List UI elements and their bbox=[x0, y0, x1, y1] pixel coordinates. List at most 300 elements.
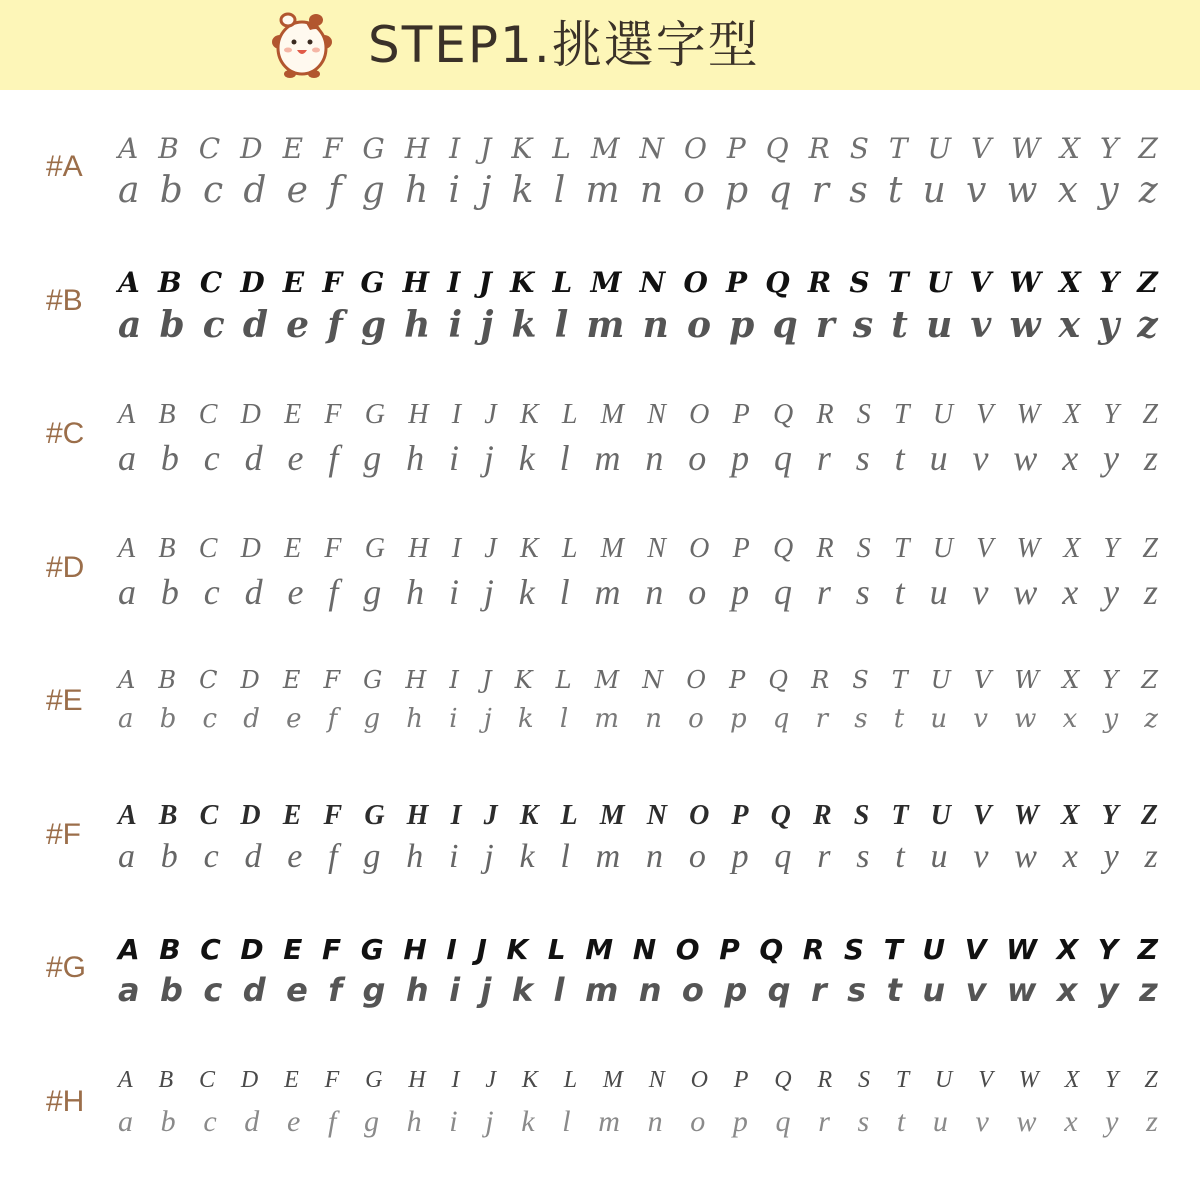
lowercase-glyph: p bbox=[731, 837, 749, 875]
lowercase-glyph: c bbox=[202, 170, 224, 211]
uppercase-glyph: N bbox=[648, 1066, 665, 1093]
uppercase-glyph: J bbox=[478, 265, 492, 299]
uppercase-glyph: B bbox=[158, 399, 176, 430]
lowercase-glyph: o bbox=[686, 303, 711, 346]
uppercase-glyph: R bbox=[802, 933, 825, 966]
uppercase-glyph: Y bbox=[1105, 1066, 1119, 1093]
uppercase-glyph: T bbox=[895, 1066, 910, 1093]
lowercase-glyph: v bbox=[972, 438, 989, 478]
uppercase-glyph: L bbox=[552, 132, 571, 165]
font-option-label: #B bbox=[46, 283, 83, 317]
lowercase-glyph: e bbox=[287, 438, 304, 478]
lowercase-glyph: n bbox=[638, 971, 662, 1009]
lowercase-glyph: c bbox=[203, 1104, 217, 1138]
uppercase-sample bbox=[118, 666, 1158, 694]
lowercase-glyph: z bbox=[1143, 438, 1158, 478]
lowercase-glyph: i bbox=[448, 438, 459, 478]
uppercase-glyph: Y bbox=[1101, 799, 1119, 831]
uppercase-glyph: Z bbox=[1137, 933, 1158, 966]
uppercase-glyph: N bbox=[647, 532, 666, 564]
lowercase-glyph: z bbox=[1139, 971, 1158, 1009]
uppercase-glyph: P bbox=[731, 799, 749, 831]
uppercase-glyph: E bbox=[282, 666, 301, 694]
uppercase-glyph: C bbox=[200, 933, 221, 966]
uppercase-glyph: I bbox=[446, 933, 457, 966]
uppercase-glyph: V bbox=[971, 132, 992, 165]
uppercase-glyph: Z bbox=[1144, 1066, 1158, 1093]
lowercase-glyph: m bbox=[584, 971, 619, 1009]
lowercase-glyph: d bbox=[244, 837, 262, 875]
uppercase-glyph: F bbox=[324, 399, 342, 430]
uppercase-glyph: J bbox=[485, 1066, 496, 1093]
lowercase-glyph: p bbox=[732, 1104, 748, 1138]
lowercase-glyph: r bbox=[816, 571, 831, 612]
hamster-mascot-icon bbox=[266, 8, 338, 80]
uppercase-glyph: O bbox=[689, 399, 710, 430]
lowercase-glyph: p bbox=[731, 571, 750, 612]
lowercase-glyph: o bbox=[681, 971, 704, 1009]
lowercase-glyph: v bbox=[970, 303, 992, 346]
uppercase-glyph: T bbox=[894, 399, 910, 430]
lowercase-glyph: m bbox=[594, 704, 620, 734]
uppercase-glyph: V bbox=[973, 799, 992, 831]
lowercase-sample bbox=[118, 437, 1158, 479]
uppercase-glyph: P bbox=[719, 933, 740, 966]
uppercase-glyph: X bbox=[1056, 933, 1079, 966]
uppercase-glyph: H bbox=[402, 265, 430, 299]
uppercase-glyph: K bbox=[519, 799, 539, 831]
lowercase-glyph: y bbox=[1097, 971, 1119, 1009]
lowercase-glyph: f bbox=[327, 704, 338, 734]
lowercase-glyph: j bbox=[483, 438, 494, 478]
lowercase-glyph: j bbox=[485, 1104, 494, 1138]
lowercase-glyph: w bbox=[1006, 170, 1038, 211]
lowercase-glyph: u bbox=[930, 837, 948, 875]
lowercase-glyph: d bbox=[243, 170, 267, 211]
uppercase-glyph: E bbox=[284, 532, 302, 564]
uppercase-glyph: I bbox=[450, 799, 462, 831]
lowercase-glyph: k bbox=[511, 971, 534, 1009]
lowercase-glyph: i bbox=[448, 170, 460, 211]
uppercase-glyph: B bbox=[158, 532, 176, 564]
uppercase-glyph: G bbox=[362, 132, 385, 165]
lowercase-glyph: v bbox=[975, 1104, 989, 1138]
lowercase-glyph: o bbox=[688, 571, 707, 612]
lowercase-sample bbox=[118, 170, 1158, 211]
uppercase-glyph: W bbox=[1016, 532, 1040, 564]
lowercase-glyph: z bbox=[1144, 837, 1158, 875]
lowercase-glyph: l bbox=[559, 438, 570, 478]
uppercase-glyph: D bbox=[240, 132, 263, 165]
lowercase-glyph: x bbox=[1062, 571, 1079, 612]
lowercase-glyph: c bbox=[203, 971, 223, 1009]
lowercase-glyph: j bbox=[483, 704, 492, 734]
lowercase-glyph: u bbox=[922, 170, 946, 211]
uppercase-glyph: J bbox=[481, 666, 492, 694]
lowercase-glyph: r bbox=[817, 837, 831, 875]
lowercase-glyph: r bbox=[811, 170, 829, 211]
uppercase-glyph: N bbox=[639, 265, 666, 299]
uppercase-glyph: O bbox=[689, 532, 710, 564]
lowercase-glyph: p bbox=[729, 303, 755, 346]
uppercase-glyph: P bbox=[726, 265, 748, 299]
uppercase-glyph: A bbox=[118, 933, 140, 966]
lowercase-glyph: a bbox=[118, 971, 140, 1009]
uppercase-glyph: P bbox=[729, 666, 746, 694]
lowercase-glyph: m bbox=[594, 438, 621, 478]
lowercase-sample bbox=[118, 1105, 1158, 1139]
font-option-row[interactable] bbox=[0, 933, 1200, 1053]
uppercase-glyph: A bbox=[118, 799, 137, 831]
font-option-row[interactable] bbox=[0, 666, 1200, 786]
uppercase-glyph: F bbox=[322, 933, 342, 966]
lowercase-glyph: e bbox=[286, 170, 308, 211]
lowercase-glyph: b bbox=[160, 438, 179, 478]
lowercase-glyph: q bbox=[774, 837, 792, 875]
uppercase-glyph: C bbox=[199, 265, 223, 299]
lowercase-glyph: h bbox=[406, 571, 425, 612]
uppercase-glyph: T bbox=[887, 265, 909, 299]
lowercase-glyph: q bbox=[772, 704, 790, 734]
uppercase-glyph: J bbox=[484, 399, 497, 430]
uppercase-glyph: C bbox=[199, 666, 218, 694]
uppercase-glyph: E bbox=[283, 933, 303, 966]
lowercase-glyph: d bbox=[242, 303, 269, 346]
uppercase-glyph: Q bbox=[765, 265, 790, 299]
lowercase-glyph: q bbox=[768, 170, 792, 211]
font-option-label: #D bbox=[46, 550, 85, 584]
lowercase-glyph: y bbox=[1103, 837, 1119, 875]
lowercase-glyph: k bbox=[518, 571, 535, 612]
uppercase-glyph: A bbox=[118, 265, 140, 299]
lowercase-glyph: a bbox=[118, 571, 136, 612]
uppercase-glyph: L bbox=[555, 666, 572, 694]
uppercase-glyph: H bbox=[408, 1066, 426, 1093]
lowercase-glyph: s bbox=[854, 704, 868, 734]
uppercase-glyph: I bbox=[451, 1066, 460, 1093]
lowercase-glyph: m bbox=[585, 170, 620, 211]
font-option-label: #H bbox=[46, 1084, 85, 1118]
uppercase-glyph: J bbox=[484, 532, 497, 564]
font-option-row[interactable] bbox=[0, 266, 1200, 386]
uppercase-glyph: N bbox=[632, 933, 657, 966]
uppercase-glyph: R bbox=[807, 265, 832, 299]
lowercase-glyph: n bbox=[645, 438, 664, 478]
lowercase-glyph: g bbox=[361, 170, 385, 211]
uppercase-glyph: Z bbox=[1141, 666, 1158, 694]
lowercase-glyph: w bbox=[1014, 704, 1037, 734]
lowercase-glyph: p bbox=[729, 704, 747, 734]
uppercase-glyph: O bbox=[683, 265, 708, 299]
lowercase-glyph: g bbox=[363, 571, 382, 612]
lowercase-glyph: t bbox=[893, 704, 905, 734]
lowercase-glyph: g bbox=[363, 837, 381, 875]
uppercase-glyph: O bbox=[683, 132, 707, 165]
lowercase-glyph: u bbox=[929, 438, 948, 478]
uppercase-glyph: Q bbox=[772, 399, 794, 430]
lowercase-glyph: v bbox=[966, 170, 987, 211]
uppercase-glyph: D bbox=[240, 532, 261, 564]
uppercase-glyph: T bbox=[894, 532, 910, 564]
uppercase-glyph: L bbox=[563, 1066, 578, 1093]
uppercase-glyph: N bbox=[647, 399, 666, 430]
lowercase-glyph: u bbox=[922, 971, 946, 1009]
lowercase-glyph: b bbox=[160, 837, 178, 875]
lowercase-glyph: k bbox=[517, 704, 534, 734]
lowercase-glyph: n bbox=[645, 704, 662, 734]
lowercase-glyph: m bbox=[595, 837, 621, 875]
uppercase-glyph: Q bbox=[765, 132, 789, 165]
lowercase-glyph: t bbox=[891, 303, 908, 346]
uppercase-glyph: G bbox=[360, 933, 384, 966]
lowercase-glyph: v bbox=[972, 571, 989, 612]
uppercase-glyph: S bbox=[849, 132, 869, 165]
uppercase-glyph: K bbox=[506, 933, 529, 966]
lowercase-glyph: e bbox=[286, 704, 302, 734]
lowercase-sample bbox=[118, 304, 1158, 346]
lowercase-glyph: o bbox=[688, 837, 706, 875]
lowercase-glyph: y bbox=[1103, 571, 1120, 612]
uppercase-glyph: U bbox=[930, 666, 952, 694]
lowercase-glyph: k bbox=[521, 1104, 535, 1138]
uppercase-glyph: M bbox=[599, 799, 625, 831]
lowercase-glyph: z bbox=[1144, 704, 1158, 734]
lowercase-glyph: n bbox=[646, 837, 664, 875]
font-option-row[interactable] bbox=[0, 1067, 1200, 1187]
uppercase-sample bbox=[118, 933, 1158, 966]
font-option-label: #G bbox=[46, 951, 87, 984]
uppercase-glyph: R bbox=[817, 1066, 833, 1093]
lowercase-glyph: a bbox=[118, 704, 134, 734]
uppercase-glyph: B bbox=[159, 933, 181, 966]
lowercase-sample bbox=[118, 838, 1158, 876]
lowercase-glyph: i bbox=[449, 971, 461, 1009]
lowercase-glyph: w bbox=[1009, 303, 1041, 346]
uppercase-glyph: H bbox=[404, 132, 430, 165]
lowercase-glyph: g bbox=[363, 704, 381, 734]
lowercase-glyph: y bbox=[1105, 1104, 1119, 1138]
uppercase-sample bbox=[118, 1067, 1158, 1094]
uppercase-glyph: Y bbox=[1103, 532, 1120, 564]
lowercase-glyph: m bbox=[594, 571, 621, 612]
lowercase-glyph: e bbox=[286, 1104, 301, 1138]
lowercase-glyph: n bbox=[645, 571, 664, 612]
uppercase-glyph: Z bbox=[1140, 799, 1158, 831]
lowercase-glyph: s bbox=[856, 837, 870, 875]
uppercase-glyph: H bbox=[405, 666, 427, 694]
lowercase-glyph: o bbox=[688, 704, 704, 734]
uppercase-glyph: S bbox=[849, 265, 870, 299]
uppercase-glyph: X bbox=[1059, 265, 1081, 299]
lowercase-glyph: e bbox=[286, 971, 308, 1009]
uppercase-glyph: K bbox=[511, 132, 533, 165]
uppercase-glyph: Y bbox=[1099, 132, 1119, 165]
lowercase-glyph: u bbox=[930, 704, 948, 734]
uppercase-glyph: P bbox=[726, 132, 746, 165]
uppercase-glyph: C bbox=[198, 399, 218, 430]
lowercase-glyph: k bbox=[518, 438, 535, 478]
uppercase-glyph: L bbox=[552, 265, 573, 299]
uppercase-glyph: D bbox=[240, 799, 261, 831]
uppercase-glyph: D bbox=[240, 1066, 259, 1093]
page-title: STEP1.挑選字型 bbox=[368, 16, 760, 74]
lowercase-glyph: x bbox=[1062, 837, 1078, 875]
uppercase-glyph: F bbox=[324, 532, 342, 564]
lowercase-glyph: a bbox=[118, 438, 136, 478]
lowercase-glyph: p bbox=[731, 438, 750, 478]
uppercase-glyph: L bbox=[560, 799, 578, 831]
lowercase-glyph: a bbox=[118, 303, 142, 346]
uppercase-glyph: R bbox=[812, 799, 832, 831]
uppercase-glyph: D bbox=[240, 265, 265, 299]
uppercase-glyph: B bbox=[158, 1066, 174, 1093]
lowercase-glyph: n bbox=[642, 303, 669, 346]
uppercase-glyph: B bbox=[158, 132, 179, 165]
lowercase-glyph: b bbox=[160, 571, 179, 612]
lowercase-glyph: q bbox=[774, 571, 793, 612]
lowercase-glyph: s bbox=[852, 303, 874, 346]
uppercase-glyph: Z bbox=[1142, 532, 1158, 564]
lowercase-glyph: d bbox=[243, 704, 260, 734]
lowercase-glyph: k bbox=[511, 170, 534, 211]
uppercase-glyph: O bbox=[675, 933, 700, 966]
uppercase-glyph: F bbox=[324, 1066, 340, 1093]
font-option-row[interactable] bbox=[0, 800, 1200, 920]
uppercase-glyph: Q bbox=[774, 1066, 792, 1093]
uppercase-glyph: J bbox=[480, 132, 492, 165]
font-option-row[interactable] bbox=[0, 533, 1200, 653]
uppercase-glyph: P bbox=[733, 1066, 749, 1093]
lowercase-glyph: x bbox=[1057, 170, 1078, 211]
uppercase-glyph: L bbox=[561, 399, 578, 430]
uppercase-glyph: C bbox=[198, 132, 221, 165]
lowercase-glyph: v bbox=[973, 704, 988, 734]
uppercase-glyph: A bbox=[118, 399, 136, 430]
uppercase-glyph: I bbox=[447, 265, 461, 299]
lowercase-glyph: e bbox=[287, 837, 303, 875]
font-option-row[interactable] bbox=[0, 399, 1200, 519]
uppercase-glyph: E bbox=[282, 132, 304, 165]
font-option-label: #F bbox=[46, 817, 82, 851]
uppercase-glyph: F bbox=[323, 132, 343, 165]
uppercase-glyph: K bbox=[521, 1066, 538, 1093]
lowercase-glyph: i bbox=[449, 837, 459, 875]
uppercase-glyph: N bbox=[646, 799, 667, 831]
uppercase-glyph: S bbox=[856, 399, 871, 430]
uppercase-glyph: I bbox=[449, 666, 459, 694]
lowercase-glyph: f bbox=[328, 971, 343, 1009]
uppercase-glyph: Q bbox=[772, 532, 794, 564]
lowercase-sample bbox=[118, 971, 1158, 1009]
lowercase-glyph: i bbox=[449, 704, 458, 734]
lowercase-glyph: x bbox=[1062, 438, 1079, 478]
uppercase-glyph: E bbox=[284, 399, 302, 430]
lowercase-glyph: f bbox=[327, 1104, 337, 1138]
lowercase-glyph: x bbox=[1058, 303, 1081, 346]
uppercase-glyph: A bbox=[118, 532, 136, 564]
uppercase-glyph: J bbox=[476, 933, 487, 966]
lowercase-glyph: a bbox=[118, 170, 140, 211]
lowercase-glyph: h bbox=[406, 704, 424, 734]
lowercase-glyph: m bbox=[598, 1104, 620, 1138]
uppercase-glyph: K bbox=[519, 399, 539, 430]
uppercase-glyph: M bbox=[594, 666, 620, 694]
uppercase-glyph: X bbox=[1060, 799, 1080, 831]
uppercase-glyph: G bbox=[364, 399, 385, 430]
lowercase-glyph: r bbox=[810, 971, 827, 1009]
lowercase-glyph: l bbox=[559, 571, 570, 612]
uppercase-glyph: J bbox=[483, 799, 498, 831]
uppercase-glyph: M bbox=[600, 399, 624, 430]
lowercase-glyph: e bbox=[287, 571, 304, 612]
lowercase-glyph: j bbox=[483, 571, 494, 612]
lowercase-glyph: r bbox=[815, 303, 835, 346]
lowercase-glyph: b bbox=[160, 971, 183, 1009]
lowercase-glyph: z bbox=[1138, 170, 1158, 211]
lowercase-glyph: o bbox=[683, 170, 705, 211]
lowercase-glyph: l bbox=[554, 303, 569, 346]
lowercase-glyph: a bbox=[118, 837, 135, 875]
uppercase-glyph: F bbox=[323, 666, 341, 694]
lowercase-glyph: y bbox=[1103, 438, 1120, 478]
uppercase-glyph: G bbox=[364, 799, 385, 831]
uppercase-glyph: H bbox=[406, 799, 429, 831]
lowercase-glyph: d bbox=[244, 1104, 260, 1138]
lowercase-glyph: y bbox=[1103, 704, 1119, 734]
lowercase-glyph: p bbox=[724, 971, 748, 1009]
uppercase-glyph: X bbox=[1063, 399, 1081, 430]
lowercase-glyph: q bbox=[767, 971, 791, 1009]
lowercase-glyph: m bbox=[586, 303, 625, 346]
uppercase-glyph: A bbox=[118, 666, 136, 694]
uppercase-glyph: R bbox=[816, 532, 834, 564]
lowercase-glyph: x bbox=[1056, 971, 1078, 1009]
font-option-label: #E bbox=[46, 684, 83, 717]
uppercase-glyph: U bbox=[930, 799, 951, 831]
uppercase-glyph: M bbox=[590, 132, 620, 165]
uppercase-glyph: T bbox=[891, 666, 908, 694]
lowercase-glyph: t bbox=[894, 438, 905, 478]
lowercase-glyph: u bbox=[926, 303, 953, 346]
lowercase-glyph: d bbox=[242, 971, 266, 1009]
lowercase-glyph: w bbox=[1014, 837, 1037, 875]
uppercase-glyph: Q bbox=[770, 799, 791, 831]
lowercase-glyph: x bbox=[1064, 1104, 1078, 1138]
uppercase-glyph: O bbox=[686, 666, 707, 694]
uppercase-glyph: X bbox=[1064, 1066, 1080, 1093]
header-banner bbox=[0, 0, 1200, 90]
lowercase-glyph: w bbox=[1013, 438, 1038, 478]
lowercase-glyph: s bbox=[855, 571, 870, 612]
lowercase-glyph: b bbox=[159, 170, 183, 211]
lowercase-glyph: g bbox=[360, 303, 387, 346]
font-option-label: #C bbox=[46, 417, 85, 450]
uppercase-glyph: V bbox=[969, 265, 992, 299]
lowercase-glyph: v bbox=[965, 971, 987, 1009]
lowercase-glyph: l bbox=[562, 1104, 571, 1138]
font-option-row[interactable] bbox=[0, 132, 1200, 252]
uppercase-glyph: M bbox=[600, 532, 624, 564]
uppercase-glyph: V bbox=[976, 399, 994, 430]
lowercase-glyph: k bbox=[519, 837, 535, 875]
lowercase-glyph: h bbox=[406, 438, 425, 478]
uppercase-glyph: D bbox=[240, 666, 260, 694]
lowercase-glyph: g bbox=[362, 971, 386, 1009]
uppercase-glyph: G bbox=[363, 666, 383, 694]
uppercase-glyph: S bbox=[853, 799, 870, 831]
uppercase-glyph: H bbox=[408, 399, 429, 430]
uppercase-sample bbox=[118, 132, 1158, 165]
